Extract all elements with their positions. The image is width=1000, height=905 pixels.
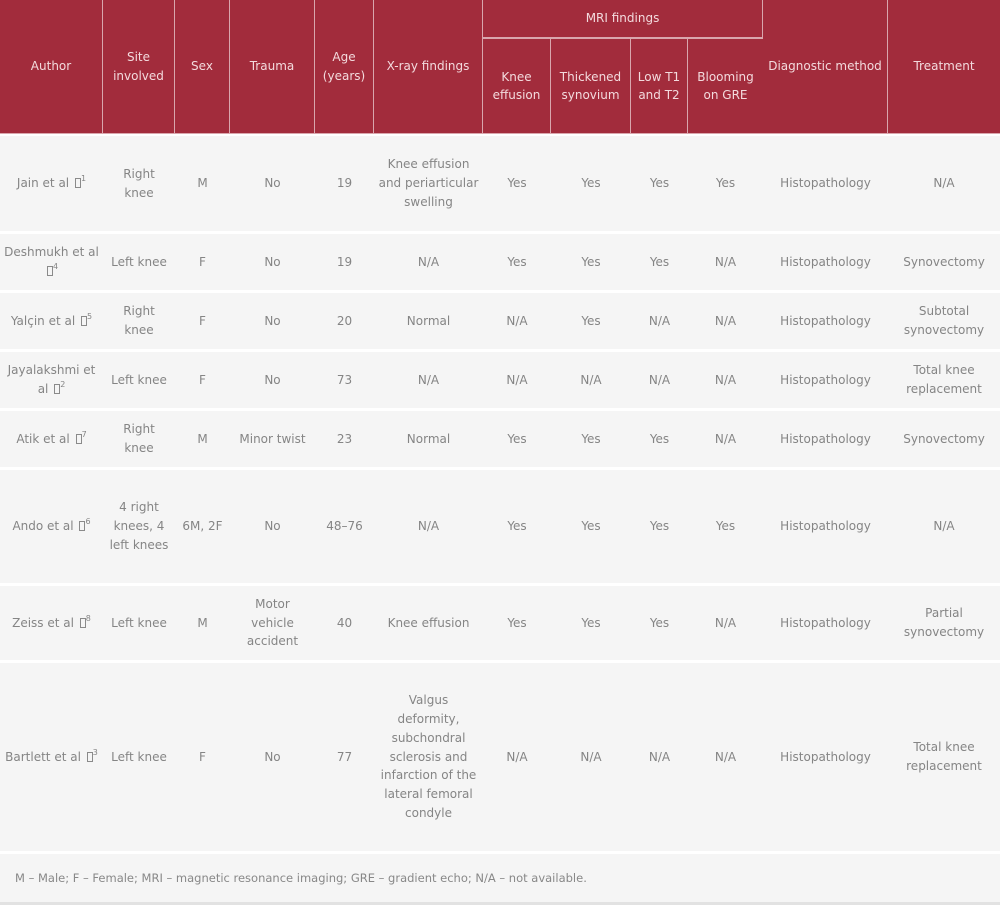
cell-diagnostic-method: Histopathology xyxy=(763,234,888,293)
cell-author xyxy=(0,134,103,234)
cell-author xyxy=(0,470,103,586)
cell-age: 77 xyxy=(315,663,374,854)
cell-site: Left knee xyxy=(103,663,175,854)
cell-knee-effusion: Yes xyxy=(483,134,551,234)
cell-thickened-synovium: N/A xyxy=(551,352,631,411)
cell-sex: F xyxy=(175,663,230,854)
cell-site: Left knee xyxy=(103,586,175,663)
cell-author xyxy=(0,352,103,411)
cell-author xyxy=(0,586,103,663)
reference-link-icon[interactable] xyxy=(76,434,82,444)
reference-link-icon[interactable] xyxy=(80,618,86,628)
cell-author xyxy=(0,234,103,293)
author-name: Bartlett et al xyxy=(5,749,81,764)
cell-xray: Knee effusion xyxy=(374,586,483,663)
cell-diagnostic-method: Histopathology xyxy=(763,352,888,411)
cell-low-t1-t2: Yes xyxy=(631,234,688,293)
reference-number[interactable]: 1 xyxy=(80,174,87,184)
cell-thickened-synovium: Yes xyxy=(551,586,631,663)
table-row xyxy=(0,586,1000,663)
header-xray-findings: X-ray findings xyxy=(374,0,483,134)
cell-thickened-synovium: Yes xyxy=(551,293,631,352)
cell-trauma: No xyxy=(230,293,315,352)
cell-blooming-gre: N/A xyxy=(688,293,763,352)
author-name: Jain et al xyxy=(16,176,70,191)
cell-blooming-gre: N/A xyxy=(688,663,763,854)
reference-number[interactable]: 6 xyxy=(85,517,91,527)
cell-blooming-gre: N/A xyxy=(688,586,763,663)
header-treatment: Treatment xyxy=(888,0,1000,134)
cell-diagnostic-method: Histopathology xyxy=(763,134,888,234)
cell-low-t1-t2: Yes xyxy=(631,411,688,470)
cell-trauma: No xyxy=(230,663,315,854)
cell-sex: M xyxy=(175,586,230,663)
cell-age: 20 xyxy=(315,293,374,352)
cell-trauma: No xyxy=(230,234,315,293)
table-row xyxy=(0,470,1000,586)
header-knee-effusion: Knee effusion xyxy=(483,39,551,134)
cell-treatment: N/A xyxy=(888,134,1000,234)
reference-number[interactable]: 3 xyxy=(92,747,98,757)
cell-treatment: Synovectomy xyxy=(888,411,1000,470)
cell-knee-effusion: N/A xyxy=(483,293,551,352)
cell-thickened-synovium: Yes xyxy=(551,411,631,470)
cell-thickened-synovium: Yes xyxy=(551,134,631,234)
cell-sex: F xyxy=(175,234,230,293)
header-sex: Sex xyxy=(175,0,230,134)
author-name: Yalçin et al xyxy=(10,313,76,328)
cell-author xyxy=(0,411,103,470)
cell-trauma: Minor twist xyxy=(230,411,315,470)
cell-xray: Knee effusion and periarticular swelling xyxy=(374,134,483,234)
cell-diagnostic-method: Histopathology xyxy=(763,293,888,352)
cell-xray: N/A xyxy=(374,470,483,586)
cell-treatment: Total knee replacement xyxy=(888,352,1000,411)
cell-trauma: No xyxy=(230,134,315,234)
cell-knee-effusion: Yes xyxy=(483,586,551,663)
cell-knee-effusion: Yes xyxy=(483,234,551,293)
table-row xyxy=(0,663,1000,854)
author-name: Atik et al xyxy=(16,431,70,446)
reference-number[interactable]: 2 xyxy=(60,380,66,389)
header-mri-findings: MRI findings xyxy=(483,0,763,39)
cell-blooming-gre: N/A xyxy=(688,411,763,470)
cell-trauma: No xyxy=(230,470,315,586)
cell-thickened-synovium: N/A xyxy=(551,663,631,854)
cell-low-t1-t2: Yes xyxy=(631,134,688,234)
cell-age: 23 xyxy=(315,411,374,470)
cell-age: 40 xyxy=(315,586,374,663)
reference-number[interactable]: 8 xyxy=(85,613,91,623)
table-footnote: M – Male; F – Female; MRI – magnetic resonance imaging; GRE – gradient echo; N/A – not available. xyxy=(0,854,1000,905)
cell-sex: 6M, 2F xyxy=(175,470,230,586)
cell-treatment: Synovectomy xyxy=(888,234,1000,293)
header-author: Author xyxy=(0,0,103,134)
author-name: Jayalakshmi et al xyxy=(7,363,96,396)
cell-treatment: Partial synovectomy xyxy=(888,586,1000,663)
cell-xray: N/A xyxy=(374,352,483,411)
cell-site: Right knee xyxy=(103,293,175,352)
table-row xyxy=(0,411,1000,470)
cell-diagnostic-method: Histopathology xyxy=(763,470,888,586)
cell-knee-effusion: Yes xyxy=(483,470,551,586)
table-header xyxy=(0,0,1000,134)
header-diagnostic-method: Diagnostic method xyxy=(763,0,888,134)
cell-blooming-gre: Yes xyxy=(688,134,763,234)
cell-knee-effusion: Yes xyxy=(483,411,551,470)
cell-blooming-gre: N/A xyxy=(688,234,763,293)
header-age: Age (years) xyxy=(315,0,374,134)
cell-site: Right knee xyxy=(103,134,175,234)
table-row xyxy=(0,134,1000,234)
header-trauma: Trauma xyxy=(230,0,315,134)
reference-link-icon[interactable] xyxy=(87,752,93,762)
cell-xray: Normal xyxy=(374,411,483,470)
cell-trauma: No xyxy=(230,352,315,411)
cell-knee-effusion: N/A xyxy=(483,663,551,854)
header-low-t1-t2: Low T1 and T2 xyxy=(631,39,688,134)
cell-blooming-gre: N/A xyxy=(688,352,763,411)
cell-treatment: Total knee replacement xyxy=(888,663,1000,854)
reference-number[interactable]: 7 xyxy=(81,429,87,439)
cell-xray: Normal xyxy=(374,293,483,352)
cell-author xyxy=(0,293,103,352)
cell-xray: N/A xyxy=(374,234,483,293)
cell-sex: M xyxy=(175,411,230,470)
cell-thickened-synovium: Yes xyxy=(551,470,631,586)
cell-age: 73 xyxy=(315,352,374,411)
cell-thickened-synovium: Yes xyxy=(551,234,631,293)
cell-diagnostic-method: Histopathology xyxy=(763,411,888,470)
table-row xyxy=(0,293,1000,352)
header-blooming-gre: Blooming on GRE xyxy=(688,39,763,134)
cell-treatment: N/A xyxy=(888,470,1000,586)
cell-knee-effusion: N/A xyxy=(483,352,551,411)
cell-age: 48–76 xyxy=(315,470,374,586)
cell-sex: F xyxy=(175,352,230,411)
cell-site: Right knee xyxy=(103,411,175,470)
cell-low-t1-t2: N/A xyxy=(631,352,688,411)
cell-site: 4 right knees, 4 left knees xyxy=(103,470,175,586)
cell-trauma: Motor vehicle accident xyxy=(230,586,315,663)
cell-author xyxy=(0,663,103,854)
reference-number[interactable]: 5 xyxy=(87,311,93,321)
cell-low-t1-t2: Yes xyxy=(631,470,688,586)
cell-low-t1-t2: N/A xyxy=(631,293,688,352)
table-body xyxy=(0,134,1000,854)
cell-sex: F xyxy=(175,293,230,352)
cell-sex: M xyxy=(175,134,230,234)
cell-xray: Valgus deformity, subchondral sclerosis and infarction of the lateral femoral condyle xyxy=(374,663,483,854)
cell-site: Left knee xyxy=(103,352,175,411)
table-row xyxy=(0,352,1000,411)
author-name: Zeiss et al xyxy=(12,615,74,630)
reference-number[interactable]: 4 xyxy=(52,262,59,271)
cell-age: 19 xyxy=(315,234,374,293)
header-thickened-synovium: Thickened synovium xyxy=(551,39,631,134)
cell-treatment: Subtotal synovectomy xyxy=(888,293,1000,352)
cell-blooming-gre: Yes xyxy=(688,470,763,586)
cell-low-t1-t2: N/A xyxy=(631,663,688,854)
cell-low-t1-t2: Yes xyxy=(631,586,688,663)
table-row xyxy=(0,234,1000,293)
cell-diagnostic-method: Histopathology xyxy=(763,586,888,663)
cell-site: Left knee xyxy=(103,234,175,293)
author-name: Deshmukh et al xyxy=(4,245,99,260)
header-site-involved: Site involved xyxy=(103,0,175,134)
cell-diagnostic-method: Histopathology xyxy=(763,663,888,854)
author-name: Ando et al xyxy=(12,519,74,534)
cell-age: 19 xyxy=(315,134,374,234)
